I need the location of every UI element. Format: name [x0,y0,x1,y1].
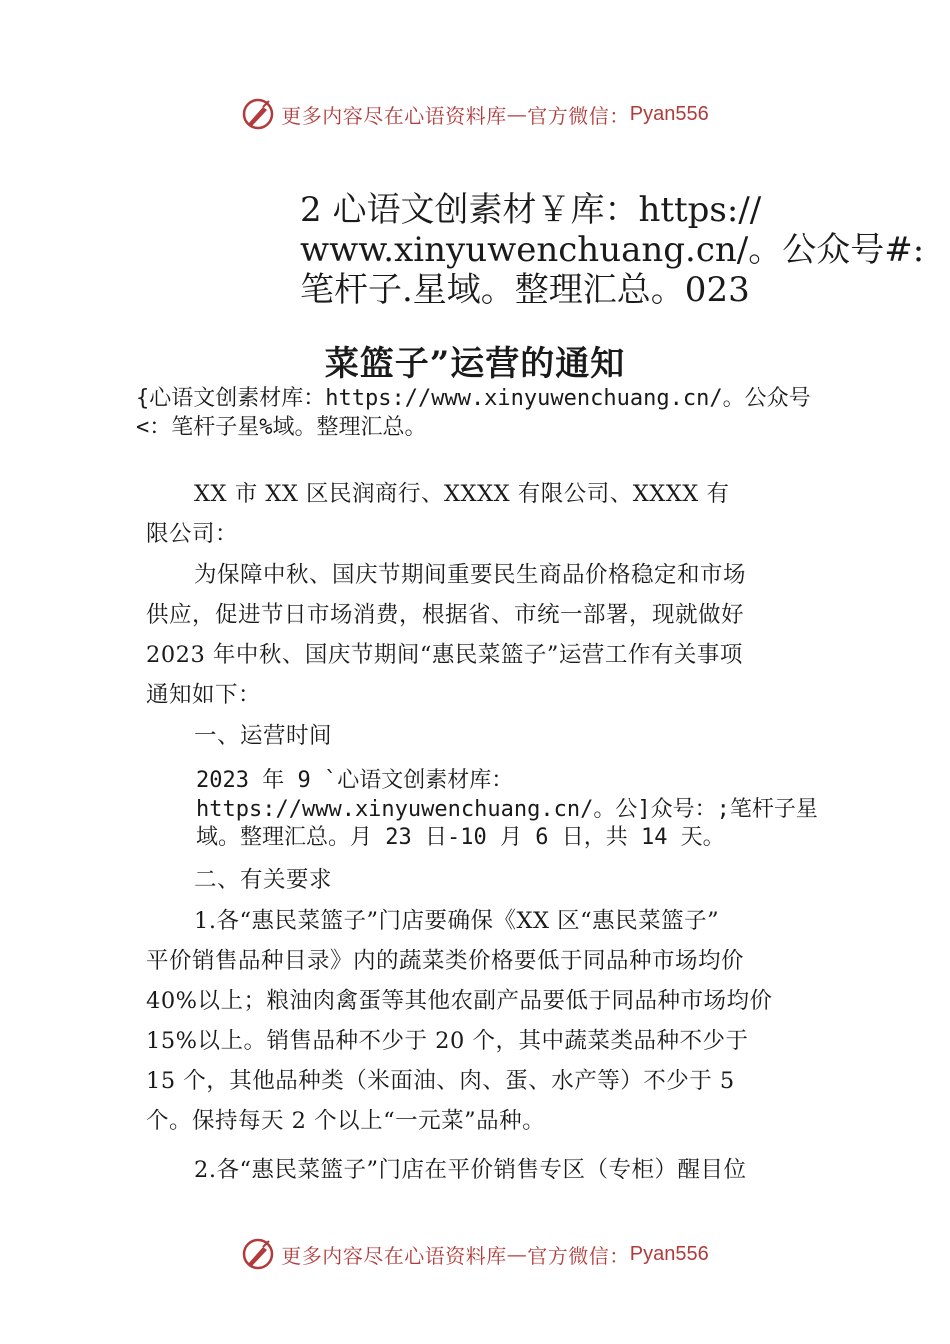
document-title: 菜篮子”运营的通知 [324,344,626,384]
banner-text: 更多内容尽在心语资料库 [281,1243,507,1268]
addressee-line: 限公司： [146,521,239,547]
banner-dash: — [506,1242,528,1266]
document-header [300,190,925,310]
intro-paragraph [146,555,810,715]
intro-line: 为保障中秋、国庆节期间重要民生商品价格稳定和市场 [194,562,747,588]
req2-line: 2.各“惠民菜篮子”门店在平价销售专区（专柜）醒目位 [194,1157,747,1183]
requirement-1 [146,901,810,1141]
header-line: 笔杆子.星域。整理汇总。023 [300,270,750,310]
section-heading [146,860,810,900]
banner-text: 更多内容尽在心语资料库 [281,103,507,128]
header-banner [0,94,950,134]
footer-banner [0,1234,950,1274]
req1-line: 40%以上；粮油肉禽蛋等其他农副产品要低于同品种市场均价 [146,988,773,1014]
req1-line: 1.各“惠民菜篮子”门店要确保《XX 区“惠民菜篮子” [194,908,720,934]
section1-line: https://www.xinyuwenchuang.cn/。公]众号：;笔杆子星 [196,797,818,822]
section1-line: 域。整理汇总。月 23 日-10 月 6 日，共 14 天。 [196,825,725,850]
requirement-2 [146,1150,810,1190]
pen-logo-icon [241,97,275,131]
section1-heading: 一、运营时间 [194,723,333,749]
req1-line: 15%以上。销售品种不少于 20 个，其中蔬菜类品种不少于 [146,1028,749,1054]
section2-heading: 二、有关要求 [194,867,333,893]
watermark-line: {心语文创素材库：https://www.xinyuwenchuang.cn/。公众号 [136,386,811,411]
req1-line: 15 个，其他品种类（米面油、肉、蛋、水产等）不少于 5 [146,1068,735,1094]
banner-wechat-id: Pyan556 [629,102,709,125]
banner-wechat-label: 官方微信： [527,1243,630,1268]
addressee-line: XX 市 XX 区民润商行、XXXX 有限公司、XXXX 有 [194,481,730,507]
pen-logo-icon [241,1237,275,1271]
intro-line: 供应，促进节日市场消费，根据省、市统一部署，现就做好 [146,602,745,628]
req1-line: 平价销售品种目录》内的蔬菜类价格要低于同品种市场均价 [146,948,745,974]
intro-line: 2023 年中秋、国庆节期间“惠民菜篮子”运营工作有关事项 [146,642,743,668]
banner-dash: — [506,102,528,126]
header-line: www.xinyuwenchuang.cn/。公众号#: [300,230,925,270]
req1-line: 个。保持每天 2 个以上“一元菜”品种。 [146,1108,546,1134]
section1-line: 2023 年 9 `心语文创素材库： [196,768,514,793]
banner-wechat-label: 官方微信： [527,103,630,128]
watermark-line: <：笔杆子星%域。整理汇总。 [136,415,427,440]
addressee [146,474,810,554]
header-line: 2 心语文创素材￥库：https:// [300,190,762,230]
section-heading [146,716,810,756]
intro-line: 通知如下： [146,682,262,708]
banner-wechat-id: Pyan556 [629,1242,709,1265]
